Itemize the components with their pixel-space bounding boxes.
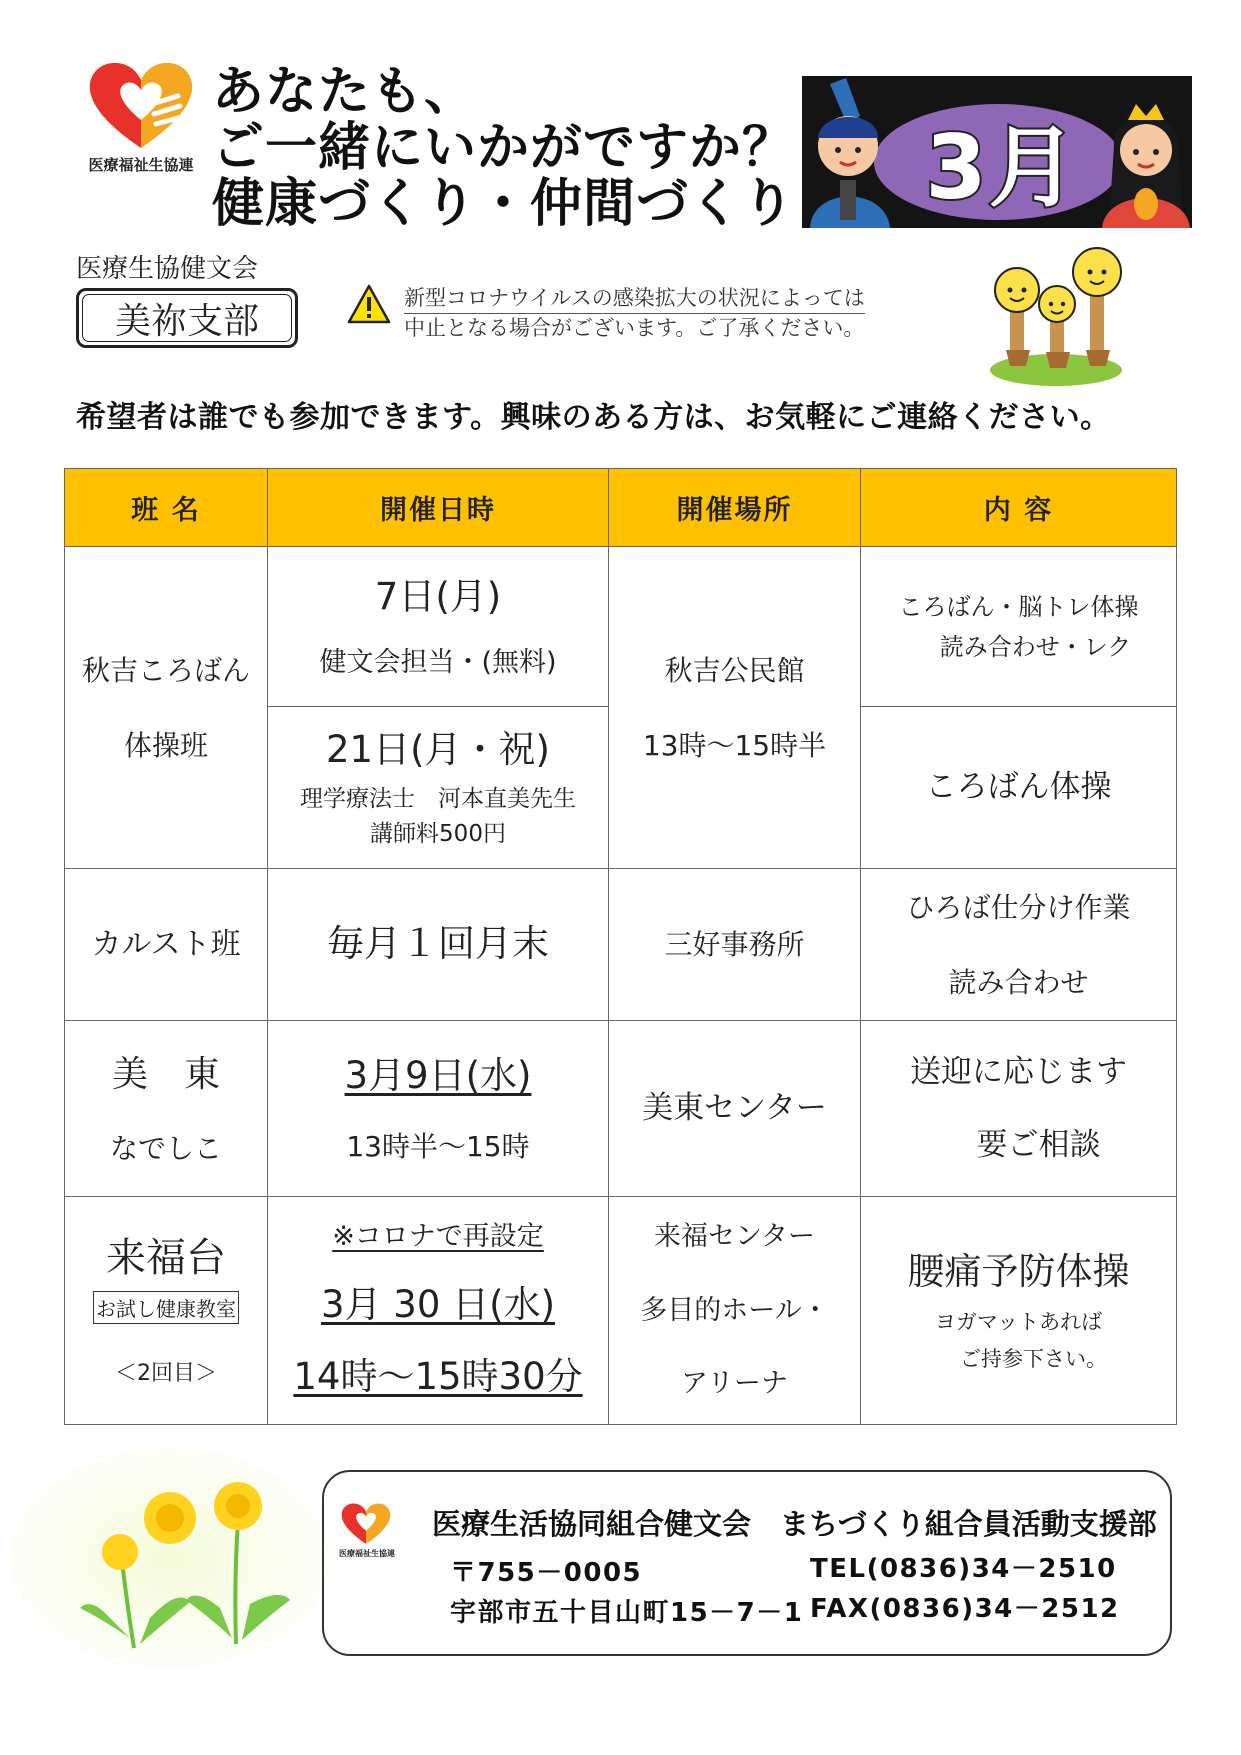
content-line: 要ご相談 (976, 1126, 1101, 1163)
content-line: 送迎に応じます (910, 1053, 1127, 1090)
header-content: 内 容 (861, 469, 1177, 547)
address: 宇部市五十目山町15－7－1 (450, 1598, 804, 1628)
org-name: 医療生協健文会 (76, 254, 259, 284)
datetime-cell (268, 1197, 609, 1425)
warning-icon (347, 284, 391, 324)
session-date: 毎月１回月末 (327, 922, 549, 966)
content-cell (861, 869, 1177, 1021)
month-label: 3月 (925, 116, 1079, 219)
datetime-cell (268, 707, 609, 869)
reschedule-note: ※コロナで再設定 (332, 1221, 544, 1253)
content-line: ひろば仕分け作業 (906, 890, 1131, 924)
content-cell (861, 1021, 1177, 1197)
postal-code: 〒755－0005 (450, 1558, 643, 1588)
content-cell (861, 707, 1177, 869)
group-cell (65, 1197, 268, 1425)
content-line: ころばん・脳トレ体操 (898, 592, 1139, 621)
contact-title: 医療生活協同組合健文会 まちづくり組合員活動支援部 (432, 1507, 1157, 1541)
content-title: 腰痛予防体操 (907, 1250, 1130, 1294)
group-cell (65, 869, 268, 1021)
group-name-line: 秋吉ころばん (81, 653, 250, 687)
group-name-line: 体操班 (123, 728, 208, 762)
footer-logo-text: 医療福祉生協連 (339, 1549, 395, 1558)
trial-class-badge: お試し健康教室 (93, 1291, 239, 1324)
header-place: 開催場所 (609, 469, 861, 547)
footer-logo (338, 1500, 394, 1562)
place-name: 三好事務所 (664, 928, 805, 961)
dandelion-illustration (10, 1448, 330, 1668)
group-name-line: 美 東 (111, 1053, 220, 1095)
place-name: 来福センター (654, 1220, 815, 1252)
headline (212, 64, 812, 232)
logo-text: 医療福祉生協連 (88, 156, 194, 174)
content-line: 読み合わせ・レク (939, 632, 1132, 661)
headline-line-1: あなたも、 (212, 62, 478, 122)
place-name: 美東センター (642, 1090, 827, 1127)
group-name-line: 来福台 (106, 1235, 226, 1282)
datetime-cell (268, 1021, 609, 1197)
session-date: 21日(月・祝) (326, 727, 550, 771)
session-fee: 講師料500円 (370, 820, 506, 847)
flower-characters-illustration (986, 246, 1124, 386)
session-date: 3月9日(水) (344, 1053, 532, 1097)
session-time: 13時半～15時 (346, 1130, 530, 1164)
phone-number: TEL(0836)34－2510 (810, 1554, 1117, 1584)
content-cell (861, 547, 1177, 707)
header-datetime: 開催日時 (268, 469, 609, 547)
place-name: 秋吉公民館 (664, 653, 805, 687)
round-label: ＜2回目＞ (115, 1361, 217, 1387)
place-hall: 多目的ホール・ (640, 1294, 829, 1326)
place-cell (609, 1021, 861, 1197)
heart-hands-icon (82, 56, 200, 156)
group-name-line: カルスト班 (91, 926, 241, 962)
place-cell (609, 869, 861, 1021)
coop-logo (82, 56, 200, 176)
content-note: ヨガマットあれば (934, 1310, 1103, 1335)
covid-notice (404, 284, 924, 343)
table-header-row (65, 469, 1177, 547)
content-line: ころばん体操 (925, 769, 1112, 806)
group-cell (65, 1021, 268, 1197)
place-time: 13時～15時半 (642, 728, 827, 762)
branch-label (76, 288, 298, 348)
table-row (65, 1021, 1177, 1197)
table-row (65, 1197, 1177, 1425)
place-arena: アリーナ (681, 1368, 788, 1400)
notice-line-1: 新型コロナウイルスの感染拡大の状況によっては (404, 284, 865, 314)
schedule-table (64, 468, 1177, 1425)
datetime-cell (268, 547, 609, 707)
session-time: 14時～15時30分 (293, 1355, 583, 1399)
content-cell (861, 1197, 1177, 1425)
fax-number: FAX(0836)34－2512 (810, 1594, 1120, 1624)
notice-line-2: 中止となる場合がございます。ご了承ください。 (404, 316, 865, 340)
contact-box (322, 1470, 1172, 1656)
session-detail: 理学療法士 河本直美先生 (300, 785, 576, 812)
month-banner (802, 76, 1192, 228)
header-group: 班 名 (65, 469, 268, 547)
table-row (65, 869, 1177, 1021)
datetime-cell (268, 869, 609, 1021)
session-date: 7日(月) (374, 574, 502, 618)
group-name-line: なでしこ (109, 1131, 222, 1165)
headline-line-2: ご一緒にいかがですか？ (212, 118, 796, 178)
session-date: 3月 30 日(水) (320, 1283, 555, 1327)
branch-name: 美祢支部 (82, 294, 292, 342)
place-cell (609, 1197, 861, 1425)
session-detail: 健文会担当・(無料) (319, 646, 557, 678)
heart-hands-icon (338, 1500, 394, 1548)
content-line: 読み合わせ (948, 965, 1089, 999)
content-note: ご持参下さい。 (960, 1346, 1107, 1371)
invite-message: 希望者は誰でも参加できます。興味のある方は、お気軽にご連絡ください。 (76, 400, 1111, 435)
headline-line-3: 健康づくり・仲間づくり (212, 174, 796, 234)
group-cell (65, 547, 268, 869)
place-cell (609, 547, 861, 869)
table-row (65, 547, 1177, 707)
